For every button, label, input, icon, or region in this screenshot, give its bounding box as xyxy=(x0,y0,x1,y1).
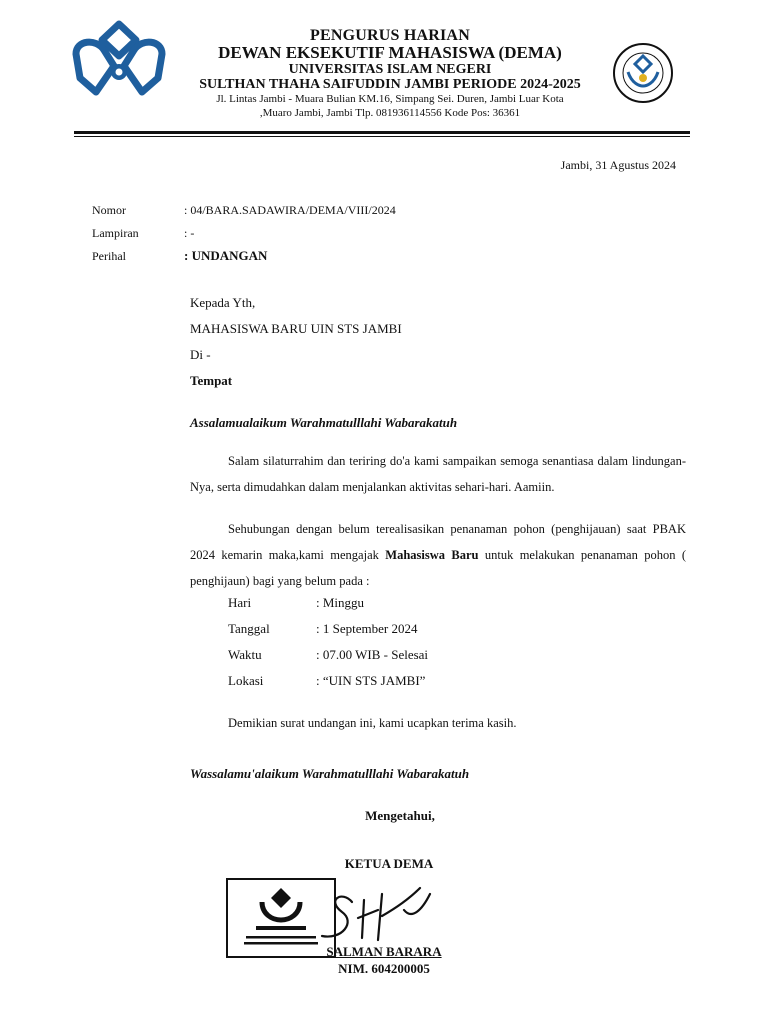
schedule-label: Tanggal xyxy=(228,621,270,636)
letterhead-address1: Jl. Lintas Jambi - Muara Bulian KM.16, Simpang Sei. Duren, Jambi Luar Kota xyxy=(216,93,564,105)
paragraph-1: Salam silaturrahim dan teriring do'a kami sampaikan semoga senantiasa dalam lindungan-Nya, serta dimudahkan dalam menjalankan aktivitas sehari-hari. Aamiin. xyxy=(190,454,686,494)
signature-nim: NIM. 604200005 xyxy=(338,961,430,976)
schedule-label: Hari xyxy=(228,595,252,610)
letterhead-line4: SULTHAN THAHA SAIFUDDIN JAMBI PERIODE 2024-2025 xyxy=(199,77,581,92)
letterhead-line3: UNIVERSITAS ISLAM NEGERI xyxy=(288,62,492,77)
schedule-label: Lokasi xyxy=(228,673,264,688)
closing-text: Demikian surat undangan ini, kami ucapkan terima kasih. xyxy=(228,716,517,730)
recipient-line2: MAHASISWA BARU UIN STS JAMBI xyxy=(190,321,402,336)
meta-perihal xyxy=(92,248,396,271)
letterhead-line1: PENGURUS HARIAN xyxy=(310,27,470,44)
schedule xyxy=(228,592,428,696)
letter-date: Jambi, 31 Agustus 2024 xyxy=(560,158,676,172)
signature-title: KETUA DEMA xyxy=(344,856,434,871)
lampiran-value: : - xyxy=(184,226,195,240)
signature-ack: Mengetahui, xyxy=(365,808,435,823)
letterhead-address2: ,Muaro Jambi, Jambi Tlp. 081936114556 Kode Pos: 36361 xyxy=(259,107,521,119)
lampiran-label: Lampiran xyxy=(92,226,139,240)
handwritten-signature-icon xyxy=(312,880,436,950)
farewell: Wassalamu'alaikum Warahmatulllahi Wabarakatuh xyxy=(190,766,470,781)
paragraph-2-part1: Sehubungan dengan belum terealisasikan penanaman pohon (penghijauan) saat PBAK 2024 kemarin maka,kami mengajak xyxy=(190,522,686,562)
schedule-label: Waktu xyxy=(228,647,262,662)
schedule-value: : 1 September 2024 xyxy=(316,621,418,636)
uin-university-logo-icon xyxy=(66,20,172,104)
nomor-label: Nomor xyxy=(92,203,126,217)
letterhead-line2: DEWAN EKSEKUTIF MAHASISWA (DEMA) xyxy=(218,43,562,62)
schedule-value: : Minggu xyxy=(316,595,365,610)
perihal-label: Perihal xyxy=(92,249,126,263)
schedule-row xyxy=(228,618,428,644)
schedule-value: : “UIN STS JAMBI” xyxy=(316,673,426,688)
recipient-line3: Di - xyxy=(190,347,211,362)
recipient-line1: Kepada Yth, xyxy=(190,295,256,310)
letter-meta xyxy=(92,202,396,271)
dema-circular-seal-icon xyxy=(612,42,674,104)
schedule-value: : 07.00 WIB - Selesai xyxy=(316,647,429,662)
perihal-value: : UNDANGAN xyxy=(184,248,268,263)
recipient-line4: Tempat xyxy=(190,373,233,388)
signature-name: SALMAN BARARA xyxy=(326,944,442,959)
paragraph-2-part2: untuk melakukan penanaman pohon ( penghijaun) bagi yang belum pada : xyxy=(190,548,687,588)
greeting: Assalamualaikum Warahmatulllahi Wabarakatuh xyxy=(190,415,458,430)
paragraph-2 xyxy=(190,516,686,594)
nomor-value: : 04/BARA.SADAWIRA/DEMA/VIII/2024 xyxy=(184,203,396,217)
schedule-row xyxy=(228,670,428,696)
header-rule-thin xyxy=(74,136,690,137)
recipient xyxy=(190,294,402,398)
paragraph-2-bold: Mahasiswa Baru xyxy=(385,548,479,562)
schedule-row xyxy=(228,644,428,670)
meta-lampiran xyxy=(92,225,396,248)
meta-nomor xyxy=(92,202,396,225)
schedule-row xyxy=(228,592,428,618)
header-rule-thick xyxy=(74,131,690,134)
letterhead xyxy=(170,28,610,120)
